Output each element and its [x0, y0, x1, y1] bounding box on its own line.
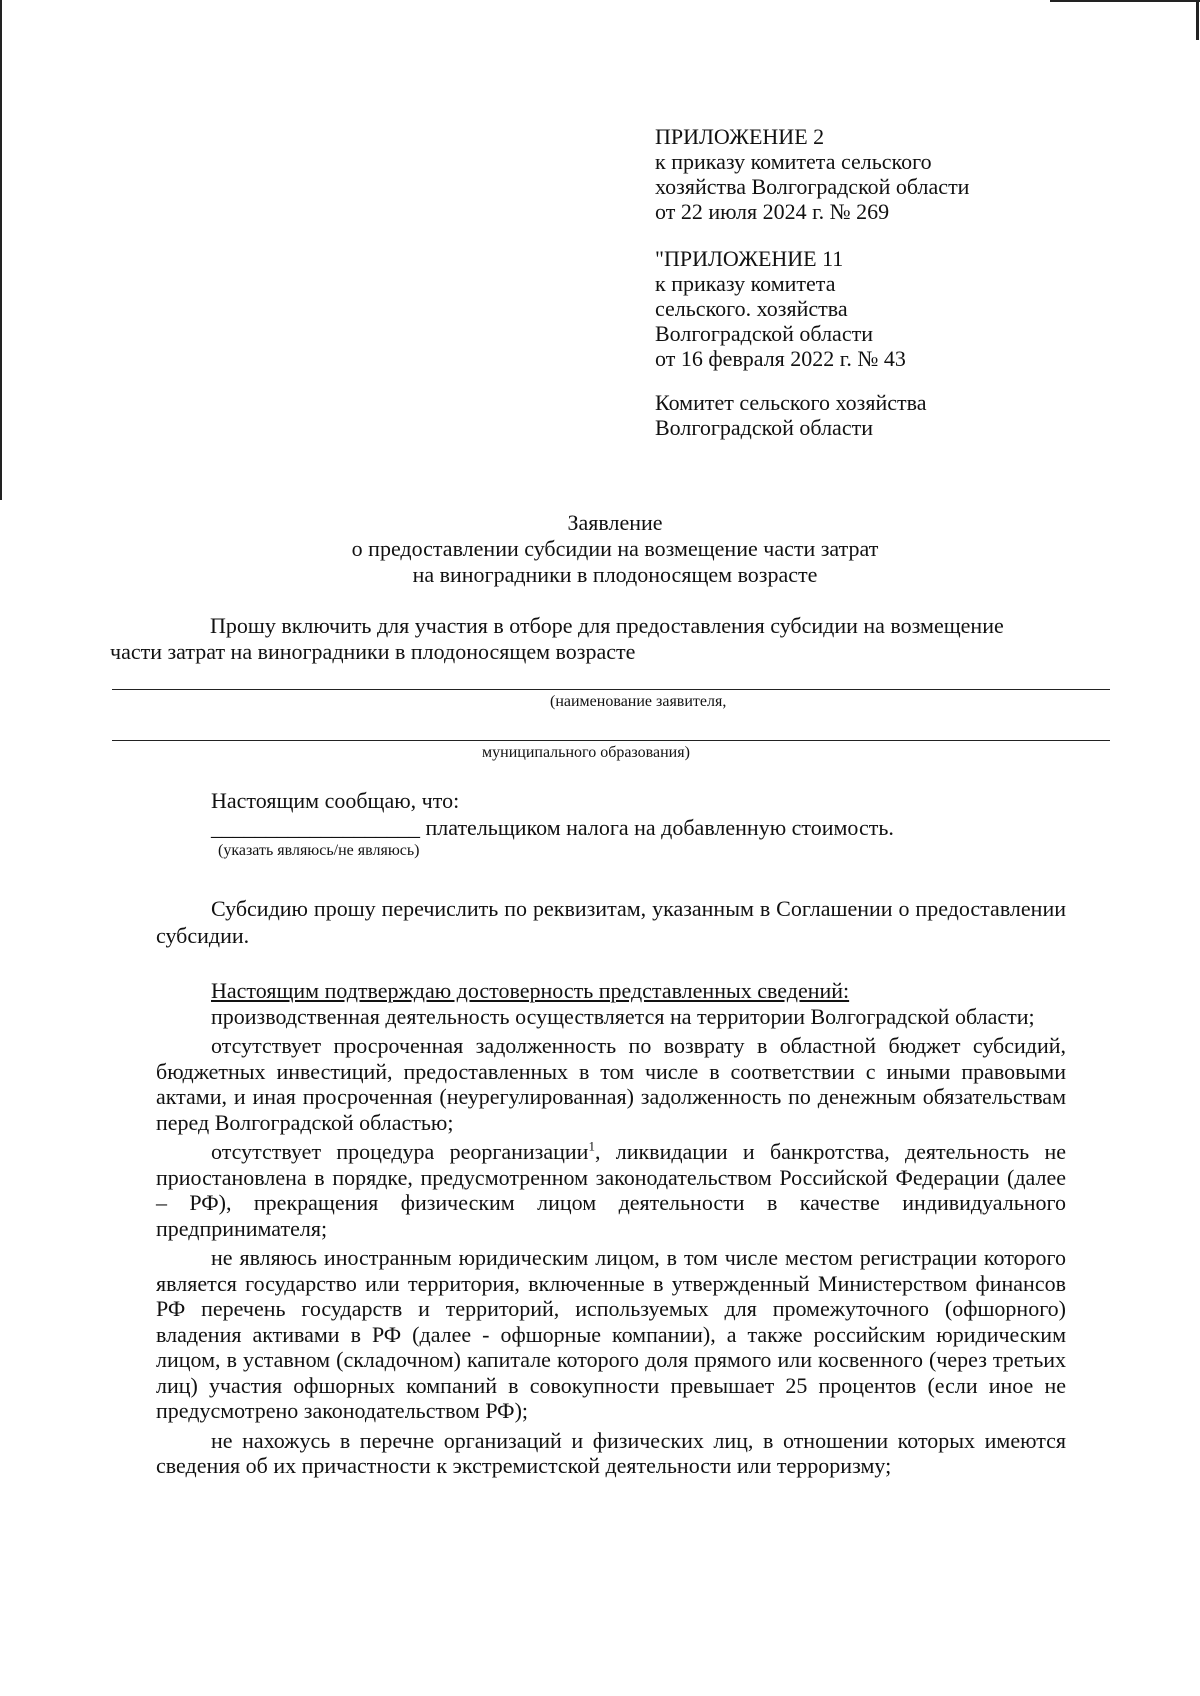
heading-line: на виноградники в плодоносящем возрасте	[412, 562, 818, 587]
appendix-2-title: ПРИЛОЖЕНИЕ 2	[655, 124, 825, 149]
request-paragraph	[110, 613, 1105, 665]
appendix-11-block	[655, 246, 906, 371]
document-heading	[150, 510, 1080, 588]
heading-title: Заявление	[567, 510, 663, 535]
request-line-1: Прошу включить для участия в отборе для предоставления субсидии на возмещение	[210, 613, 1004, 638]
subsidy-transfer-paragraph	[156, 895, 1066, 949]
applicant-name-line[interactable]	[112, 689, 1110, 690]
confirmation-item: не нахожусь в перечне организаций и физических лиц, в отношении которых имеются сведения об их причастности к экстремистской деятельности или терроризму;	[156, 1427, 1066, 1478]
addressee-block	[655, 390, 926, 440]
confirmation-heading: Настоящим подтверждаю достоверность представленных сведений:	[211, 978, 850, 1003]
confirmation-block	[156, 978, 1066, 1479]
applicant-caption: (наименование заявителя,	[550, 693, 727, 710]
appendix-2-line: хозяйства Волгоградской области	[655, 174, 970, 199]
reorg-text-before: отсутствует процедура реорганизации	[211, 1139, 589, 1164]
scan-edge-right	[1196, 0, 1199, 40]
reorg-text-after: , ликвидации и банкротства, деятельность не приостановлена в порядке, предусмотренном законодательством Российской Федерации (далее – РФ), прекращения физическим лицом деятельности в качестве индивидуального предпринимателя;	[156, 1139, 1066, 1241]
appendix-11-line: Волгоградской области	[655, 321, 873, 346]
vat-hint-caption: (указать являюсь/не являюсь)	[218, 842, 420, 859]
appendix-11-title: "ПРИЛОЖЕНИЕ 11	[655, 246, 844, 271]
confirmation-item: отсутствует просроченная задолженность по возврату в областной бюджет субсидий, бюджетных инвестиций, предоставленных в том числе в соответствии с иными правовыми актами, и иная просроченная (неурегулированная) задолженность по денежным обязательствам перед Волгоградской областью;	[156, 1033, 1066, 1135]
appendix-2-line: к приказу комитета сельского	[655, 149, 932, 174]
appendix-11-line: от 16 февраля 2022 г. № 43	[655, 346, 906, 371]
scan-edge-left	[0, 0, 2, 500]
notice-intro: Настоящим сообщаю, что:	[211, 788, 460, 813]
confirmation-item: не являюсь иностранным юридическим лицом, в том числе местом регистрации которого является государство или территория, включенные в утвержденный Министерством финансов РФ перечень государств и территорий, используемых для промежуточного (офшорного) владения активами в РФ (далее - офшорные компании), а также российским юридическим лицом, в уставном (складочном) капитале которого доля прямого или косвенного (через третьих лиц) участия офшорных компаний в совокупности превышает 25 процентов (если иное не предусмотрено законодательством РФ);	[156, 1245, 1066, 1423]
footnote-marker: 1	[588, 1138, 595, 1154]
vat-text: плательщиком налога на добавленную стоимость.	[420, 815, 894, 840]
vat-blank-field[interactable]: ___________________	[211, 815, 420, 840]
appendix-11-line: к приказу комитета	[655, 271, 836, 296]
municipality-caption: муниципального образования)	[482, 744, 690, 761]
heading-line: о предоставлении субсидии на возмещение части затрат	[351, 536, 879, 561]
addressee-line: Комитет сельского хозяйства	[655, 390, 927, 415]
vat-statement	[211, 815, 1111, 841]
scan-edge-top-right	[1050, 0, 1200, 2]
appendix-2-block	[655, 124, 969, 224]
confirmation-item: производственная деятельность осуществляется на территории Волгоградской области;	[211, 1003, 1035, 1029]
municipality-line[interactable]	[112, 740, 1110, 741]
subsidy-transfer-text: Субсидию прошу перечислить по реквизитам, указанным в Соглашении о предоставлении субсидии.	[156, 896, 1066, 948]
confirmation-item-reorganization	[156, 1139, 1066, 1241]
addressee-line: Волгоградской области	[655, 415, 873, 440]
appendix-2-line: от 22 июля 2024 г. № 269	[655, 199, 890, 224]
request-line-2: части затрат на виноградники в плодоносящем возрасте	[110, 639, 636, 664]
appendix-11-line: сельского. хозяйства	[655, 296, 848, 321]
